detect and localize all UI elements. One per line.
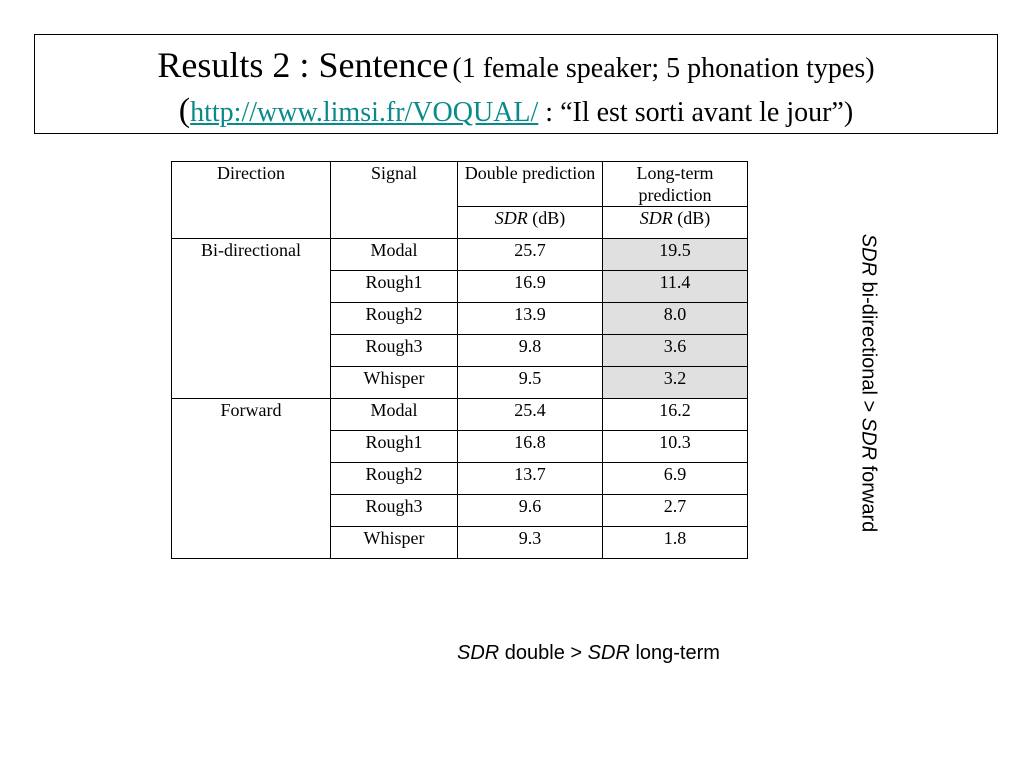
signal-cell: Rough2 [331,303,458,335]
header-direction: Direction [172,162,331,207]
longterm-sdr-cell: 2.7 [603,495,748,527]
direction-cell-empty [172,495,331,527]
header-signal: Signal [331,162,458,207]
voqual-link[interactable]: http://www.limsi.fr/VOQUAL/ [190,97,539,128]
signal-cell: Whisper [331,367,458,399]
double-sdr-cell: 13.9 [458,303,603,335]
header-double-prediction: Double prediction [458,162,603,207]
sentence-quote: : “Il est sorti avant le jour”) [538,97,854,128]
title-line-2 [35,91,997,133]
signal-cell: Rough1 [331,271,458,303]
longterm-sdr-cell: 3.2 [603,367,748,399]
table-row [172,399,748,431]
table-unit-row [172,207,748,239]
signal-cell: Modal [331,239,458,271]
table-row [172,463,748,495]
header-longterm-unit [603,207,748,239]
header-double-unit [458,207,603,239]
longterm-sdr-cell: 8.0 [603,303,748,335]
signal-cell: Whisper [331,527,458,559]
note-text: double > [499,642,588,664]
double-sdr-cell: 13.7 [458,463,603,495]
table-row [172,335,748,367]
table-row [172,431,748,463]
bidirectional-vs-forward-note [857,234,880,532]
note-text: bi-directional > [857,276,880,418]
table-row [172,271,748,303]
double-sdr-cell: 9.8 [458,335,603,367]
slide-subtitle: (1 female speaker; 5 phonation types) [452,53,875,84]
direction-cell-empty [172,303,331,335]
table-row [172,527,748,559]
double-sdr-cell: 16.8 [458,431,603,463]
table-row [172,495,748,527]
longterm-sdr-cell: 6.9 [603,463,748,495]
signal-cell: Rough1 [331,431,458,463]
direction-cell-empty [172,335,331,367]
note-text: long-term [629,642,720,664]
sdr-var: SDR [494,208,528,228]
direction-cell-empty [172,527,331,559]
unit-db: (dB) [527,208,566,228]
table-header-row [172,162,748,207]
header-signal-blank [331,207,458,239]
longterm-sdr-cell: 19.5 [603,239,748,271]
direction-cell-empty [172,463,331,495]
signal-cell: Rough2 [331,463,458,495]
direction-cell-empty [172,367,331,399]
direction-cell-empty [172,431,331,463]
signal-cell: Rough3 [331,335,458,367]
longterm-sdr-cell: 10.3 [603,431,748,463]
double-sdr-cell: 25.4 [458,399,603,431]
unit-db: (dB) [672,208,711,228]
slide-title-box [34,34,998,134]
longterm-sdr-cell: 3.6 [603,335,748,367]
results-table [171,161,748,559]
sdr-var: SDR [857,417,880,460]
double-sdr-cell: 9.5 [458,367,603,399]
direction-cell-forward: Forward [172,399,331,431]
slide-title: Results 2 : Sentence [157,45,449,85]
double-sdr-cell: 9.6 [458,495,603,527]
direction-cell-empty [172,271,331,303]
direction-cell-bidirectional: Bi-directional [172,239,331,271]
longterm-sdr-cell: 11.4 [603,271,748,303]
longterm-sdr-cell: 16.2 [603,399,748,431]
header-longterm-prediction: Long-term prediction [603,162,748,207]
sdr-var: SDR [587,642,630,664]
signal-cell: Modal [331,399,458,431]
double-sdr-cell: 9.3 [458,527,603,559]
sdr-var: SDR [457,642,500,664]
header-direction-blank [172,207,331,239]
sdr-var: SDR [857,233,880,276]
sdr-var: SDR [639,208,673,228]
title-line-1 [35,43,997,95]
table-row [172,367,748,399]
signal-cell: Rough3 [331,495,458,527]
double-vs-longterm-note [457,642,720,665]
table-row [172,239,748,271]
longterm-sdr-cell: 1.8 [603,527,748,559]
double-sdr-cell: 25.7 [458,239,603,271]
open-paren: ( [178,92,191,129]
table-row [172,303,748,335]
note-text: forward [857,459,880,533]
double-sdr-cell: 16.9 [458,271,603,303]
